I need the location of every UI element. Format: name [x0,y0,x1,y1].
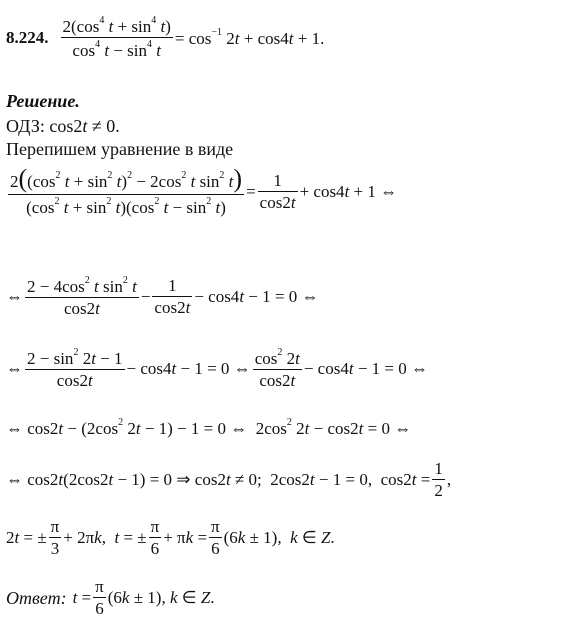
line6-part-a: 2t = ± [6,528,47,547]
problem-number: 8.224. [6,28,49,47]
line1-frac2-den: cos2t [259,192,296,212]
answer-label: Ответ: [6,587,67,608]
line6-f1-den: 3 [50,539,60,558]
line6-f3-num: π [211,517,220,536]
answer-part-b: (6k ± 1), k ∈ Z. [107,588,215,607]
line5-lead: ⇔ cos2t(2cos2t − 1) = 0 ⇒ cos2t ≠ 0; 2cos2t − 1 = 0, cos2t = [6,470,431,489]
odz-expression: cos2t ≠ 0. [49,116,120,136]
equation-line-5 [6,460,451,499]
answer-part-a: t = [72,588,92,607]
problem-denominator: $\cos^4 t - \sin^4 t$ [72,39,161,60]
line1-denominator: ($\cos^2$ $t + \sin^2 t)(\cos^2$ $t - \sin^2 t$) [26,196,226,217]
line2-frac2-den: cos2t [154,298,191,317]
line6-fraction-1 [49,518,62,557]
line6-f1-num: π [50,517,60,536]
rewrite-text: Перепишем уравнение в виде [6,139,234,159]
equation-line-2 [6,276,318,317]
line5-frac-num: 1 [434,459,443,478]
equation-line-3 [6,348,428,389]
line2-fraction-2 [152,277,192,316]
line6-part-d: (6k ± 1), k ∈ Z. [223,528,335,547]
line3-middle: − cos4t − 1 = 0 ⇔ [126,359,251,378]
line6-part-b: + 2πk, t = ± [63,528,147,547]
line6-fraction-2 [149,518,162,557]
line3-fraction-2 [253,348,302,389]
line3-frac2-num: $\cos^2 2t$ [254,347,300,368]
line1-fraction-2 [258,172,298,211]
line3-tail: − cos4t − 1 = 0 ⇔ [303,359,429,378]
answer-fraction [93,578,106,617]
line1-frac2-num: 1 [273,170,282,190]
problem-fraction [61,16,173,59]
line1-fraction [8,166,244,216]
line1-equals: = [246,181,256,201]
line3-fraction [25,348,125,389]
line6-f2-num: π [150,517,160,536]
answer-frac-num: π [95,577,104,596]
line6-f2-den: 6 [150,539,160,558]
line5-tail: , [446,470,452,489]
line2-fraction [25,276,139,317]
line2-tail: − cos4t − 1 = 0 ⇔ [194,287,319,306]
line2-denominator: cos2t [63,299,100,318]
solution-label: Решение. [6,91,80,111]
problem-numerator: $2(\cos^4$ $t + \sin^4 t$) [62,15,171,36]
answer-frac-den: 6 [95,599,104,618]
line2-numerator: $2 - 4\cos^2$ t $\sin^2 t$ [27,275,137,296]
line5-frac-den: 2 [434,481,443,500]
line2-lead: ⇔ [6,287,23,306]
equation-line-1 [6,166,397,216]
odz-label: ОДЗ: [6,116,45,136]
equation-line-4: ⇔ $\cos 2t - (2\cos^2$ 2t − 1) − 1 = 0 ⇔ $2\cos^2$ 2t − cos2t = 0 ⇔ [6,417,412,438]
line3-lead: ⇔ [6,359,23,378]
odz-line [6,117,120,135]
line6-f3-den: 6 [211,539,220,558]
line6-fraction-3 [209,518,222,557]
problem-rhs: = $\cos^{-1} 2t + \cos 4t + 1$. [174,27,325,48]
line3-numerator: $2 - \sin^2 2t - 1$ [27,347,123,368]
problem-line [6,16,324,59]
answer-line [6,578,215,617]
line1-tail: + cos4t + 1 ⇔ [299,181,398,201]
line3-frac2-den: cos2t [259,371,296,390]
equation-line-6 [6,518,335,557]
line2-frac2-num: 1 [168,276,177,295]
line5-fraction [432,460,445,499]
line3-denominator: cos2t [56,371,93,390]
line1-numerator: $2((\cos^2$ $t + \sin^2 t)^2 - 2\cos^2$ t $\sin^2 t$) [10,164,243,193]
line2-minus: − [140,287,151,306]
line6-part-c: + πk = [163,528,208,547]
